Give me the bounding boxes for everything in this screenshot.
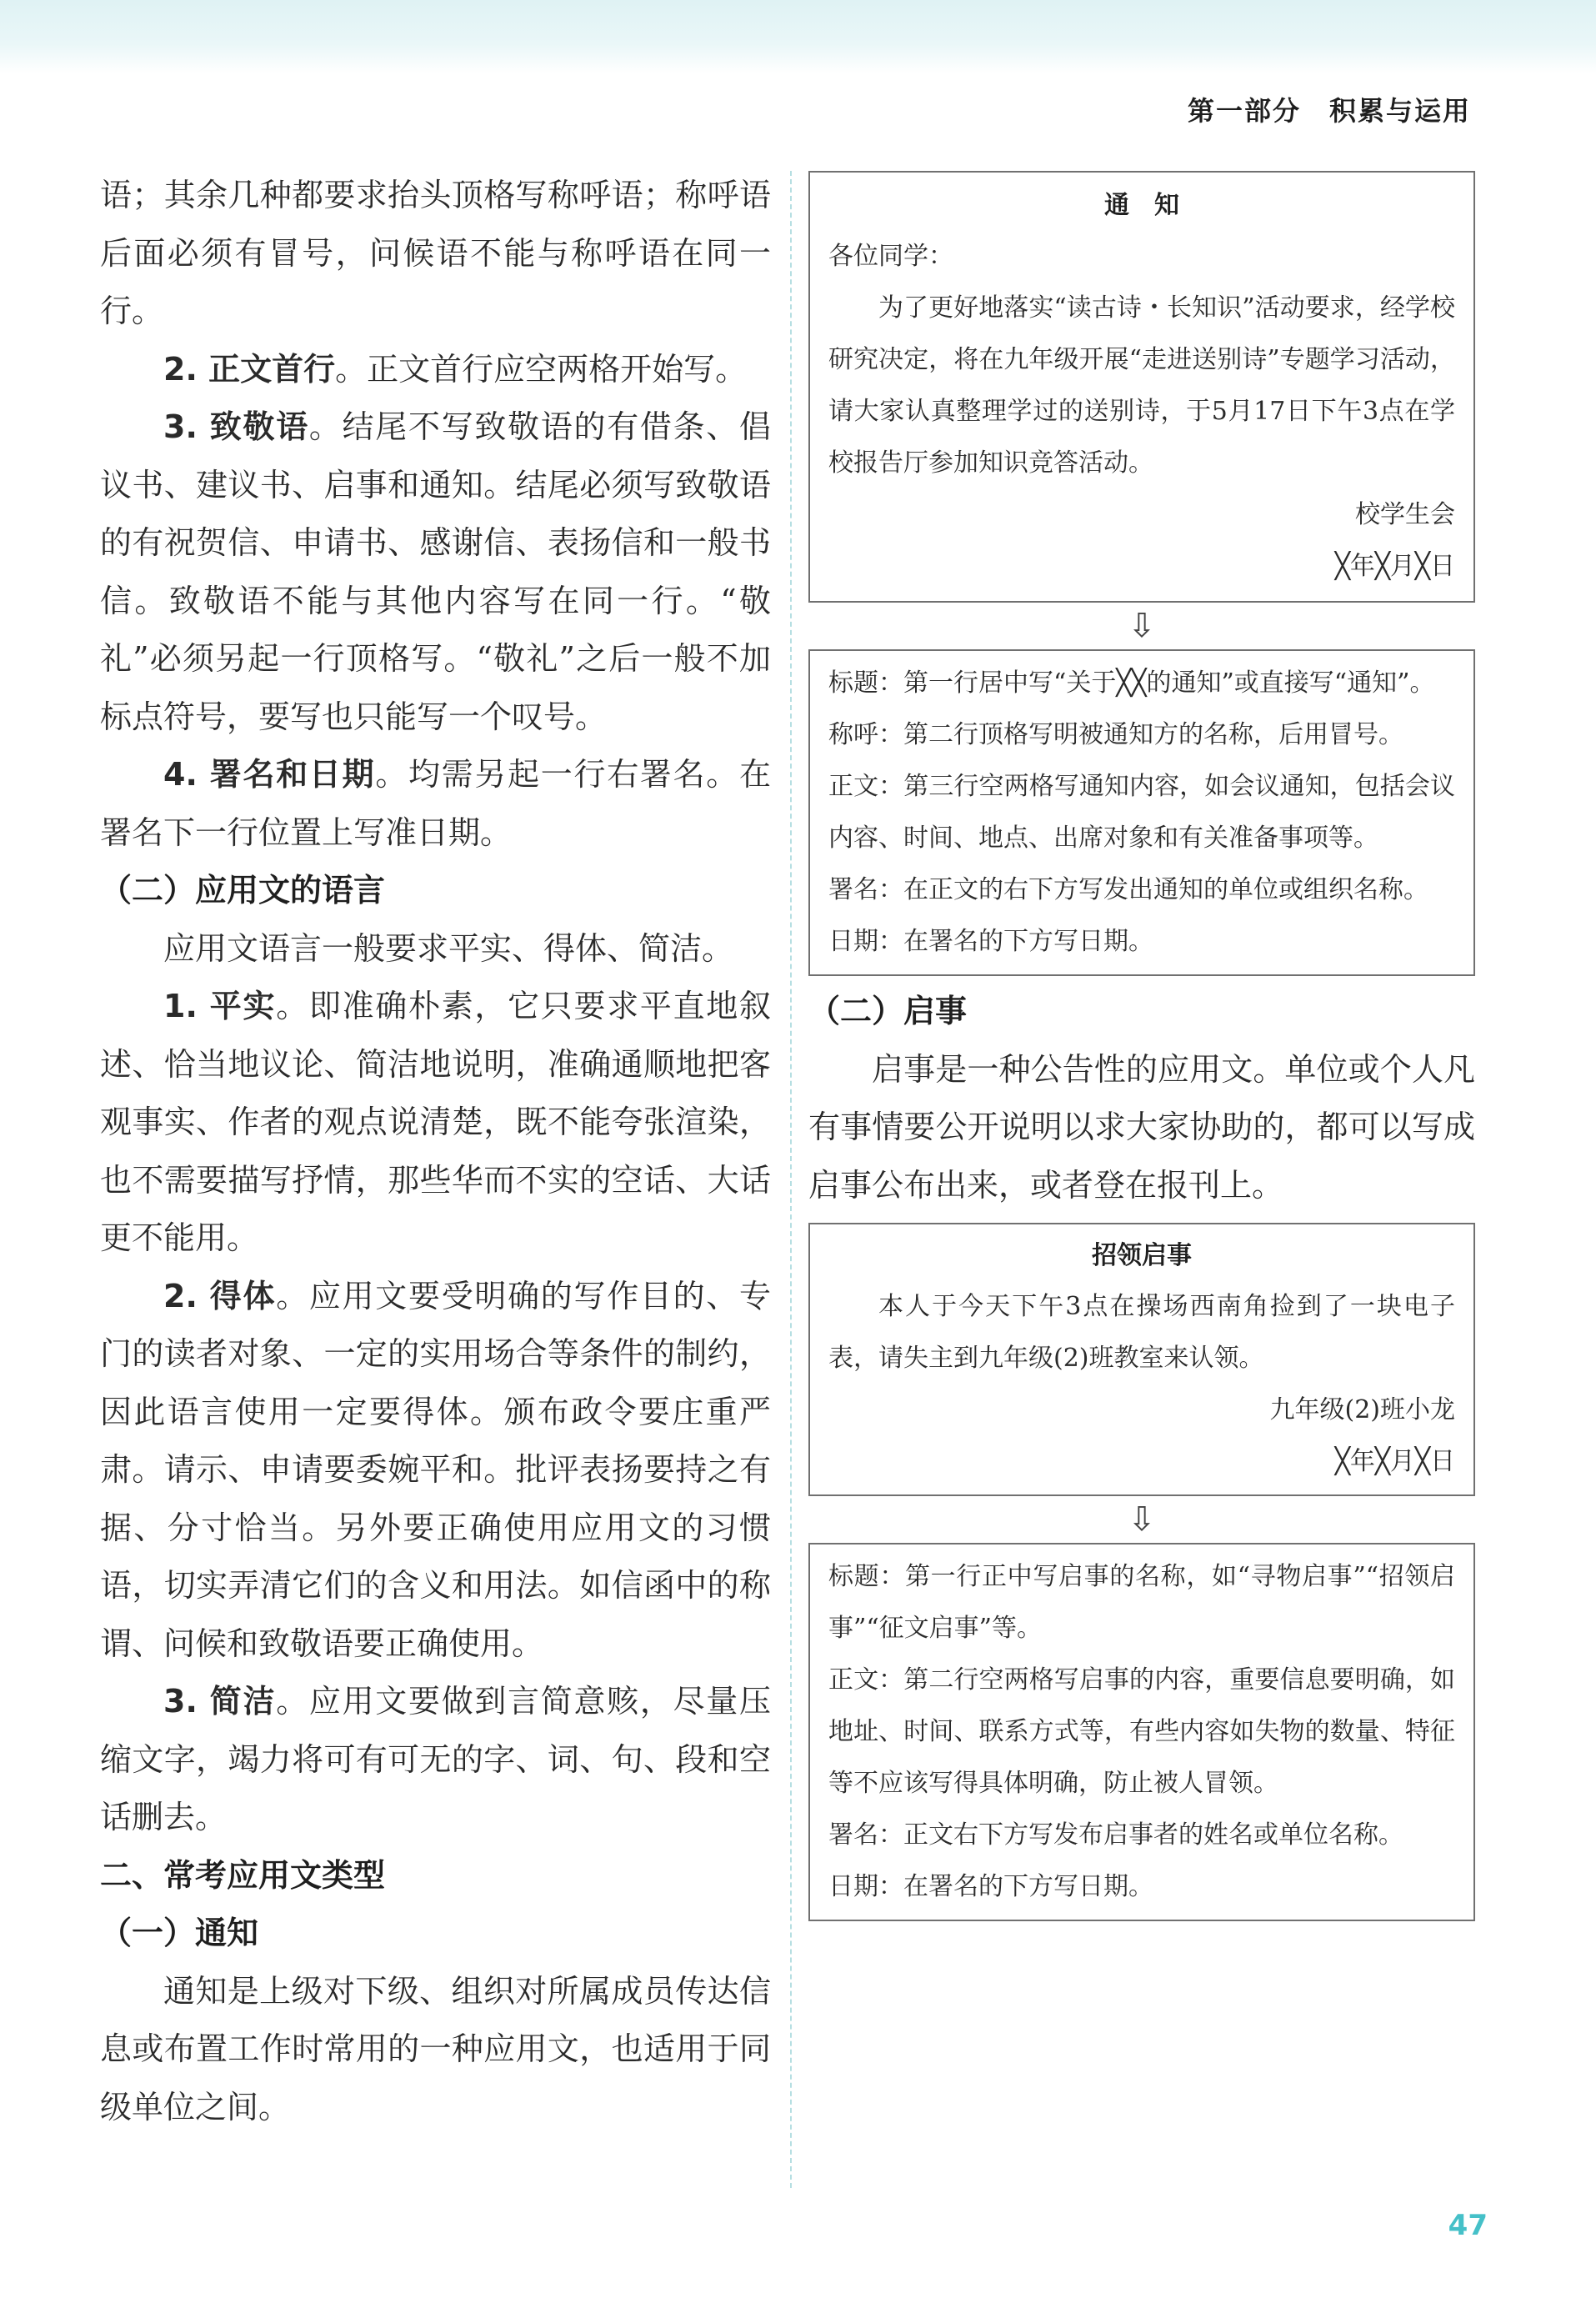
- down-arrow-icon: ⇩: [1128, 1500, 1156, 1539]
- paragraph-body-first-line: [100, 341, 771, 399]
- paragraph-notice-intro: 通知是上级对下级、组织对所属成员传达信息或布置工作时常用的一种应用文，也适用于同级单位之间。: [100, 1972, 771, 2125]
- heading-qishi: （二）启事: [808, 993, 968, 1029]
- qishi-explain-date: 日期：在署名的下方写日期。: [828, 1872, 1153, 1901]
- paragraph-qishi-intro: 启事是一种公告性的应用文。单位或个人凡有事情要公开说明以求大家协助的，都可以写成启事公布出来，或者登在报刊上。: [808, 1050, 1475, 1204]
- column-divider: [790, 171, 792, 2188]
- qishi-explain-body: 正文：第二行空两格写启事的内容，重要信息要明确，如地址、时间、联系方式等，有些内容如失物的数量、特征等不应该写得具体明确，防止被人冒领。: [828, 1665, 1455, 1798]
- notice-example-signature: 校学生会: [1355, 500, 1455, 529]
- keyword-body-first-line: 2. 正文首行: [163, 350, 336, 388]
- notice-explain-salutation: 称呼：第二行顶格写明被通知方的名称，后用冒号。: [828, 720, 1403, 749]
- keyword-signature-date: 4. 署名和日期: [163, 756, 376, 793]
- text-body-first-line: 。正文首行应空两格开始写。: [335, 350, 748, 388]
- text-concise: 。应用文要做到言简意赅，尽量压缩文字，竭力将可有可无的字、词、句、段和空话删去。: [100, 1683, 771, 1835]
- notice-example-date: ╳年╳月╳日: [1334, 552, 1455, 581]
- qishi-explain-signature: 署名：正文右下方写发布启事者的姓名或单位名称。: [828, 1820, 1403, 1850]
- left-column: [100, 167, 771, 2136]
- notice-example-box: [808, 171, 1475, 603]
- notice-example-title: 通 知: [1104, 191, 1179, 220]
- qishi-example-body: 本人于今天下午3点在操场西南角捡到了一块电子表，请失主到九年级(2)班教室来认领。: [828, 1292, 1455, 1373]
- notice-explain-body: 正文：第三行空两格写通知内容，如会议通知，包括会议内容、时间、地点、出席对象和有关准备事项等。: [828, 772, 1455, 853]
- heading-notice: （一）通知: [100, 1915, 259, 1951]
- paragraph-signature-date: [100, 746, 771, 862]
- paragraph-salutation-rule: 语；其余几种都要求抬头顶格写称呼语；称呼语后面必须有冒号，问候语不能与称呼语在同一行。: [100, 177, 771, 329]
- keyword-closing: 3. 致敬语: [163, 408, 309, 445]
- heading-language: （二）应用文的语言: [100, 872, 386, 909]
- paragraph-appropriate: [100, 1268, 771, 1674]
- top-decorative-band: [0, 0, 1596, 73]
- section-header: 第一部分 积累与运用: [1187, 95, 1471, 127]
- keyword-concise: 3. 简洁: [163, 1683, 277, 1720]
- text-closing: 。结尾不写致敬语的有借条、倡议书、建议书、启事和通知。结尾必须写致敬语的有祝贺信、申请书、感谢信、表扬信和一般书信。致敬语不能与其他内容写在同一行。“敬礼”必须另起一行顶格写。“敬礼”之后一般不加标点符号，要写也只能写一个叹号。: [100, 408, 771, 735]
- qishi-example-signature: 九年级(2)班小龙: [1269, 1395, 1455, 1424]
- down-arrow-icon: ⇩: [1128, 607, 1156, 645]
- notice-example-body: 为了更好地落实“读古诗・长知识”活动要求，经学校研究决定，将在九年级开展“走进送别诗”专题学习活动，请大家认真整理学过的送别诗，于5月17日下午3点在学校报告厅参加知识竞答活动。: [828, 293, 1455, 478]
- notice-explain-box: [808, 649, 1475, 976]
- keyword-plain: 1. 平实: [163, 988, 277, 1024]
- notice-example-salutation: 各位同学：: [828, 242, 953, 271]
- text-signature-date: 。均需另起一行右署名。在署名下一行位置上写准日期。: [100, 756, 771, 851]
- notice-explain-signature: 署名：在正文的右下方写发出通知的单位或组织名称。: [828, 875, 1428, 904]
- paragraph-language-intro: 应用文语言一般要求平实、得体、简洁。: [163, 929, 734, 967]
- qishi-explain-title: 标题：第一行正中写启事的名称，如“寻物启事”“招领启事”“征文启事”等。: [828, 1562, 1455, 1643]
- paragraph-closing: [100, 398, 771, 746]
- paragraph-concise: [100, 1673, 771, 1847]
- qishi-explain-box: [808, 1543, 1475, 1921]
- text-plain: 。即准确朴素，它只要求平直地叙述、恰当地议论、简洁地说明，准确通顺地把客观事实、作者的观点说清楚，既不能夸张渲染，也不需要描写抒情，那些华而不实的空话、大话更不能用。: [100, 988, 771, 1256]
- qishi-example-date: ╳年╳月╳日: [1334, 1447, 1455, 1476]
- notice-explain-date: 日期：在署名的下方写日期。: [828, 927, 1153, 956]
- notice-explain-title: 标题：第一行居中写“关于╳╳的通知”或直接写“通知”。: [828, 668, 1435, 698]
- right-column: [808, 171, 1475, 1921]
- qishi-example-box: [808, 1223, 1475, 1496]
- heading-types: 二、常考应用文类型: [100, 1856, 386, 1894]
- keyword-appropriate: 2. 得体: [163, 1277, 277, 1314]
- qishi-example-title: 招领启事: [1092, 1241, 1192, 1270]
- paragraph-plain: [100, 978, 771, 1268]
- page-number: 47: [1448, 2209, 1488, 2242]
- text-appropriate: 。应用文要受明确的写作目的、专门的读者对象、一定的实用场合等条件的制约，因此语言使用一定要得体。颁布政令要庄重严肃。请示、申请要委婉平和。批评表扬要持之有据、分寸恰当。另外要正确使用应用文的习惯语，切实弄清它们的含义和用法。如信函中的称谓、问候和致敬语要正确使用。: [100, 1277, 771, 1662]
